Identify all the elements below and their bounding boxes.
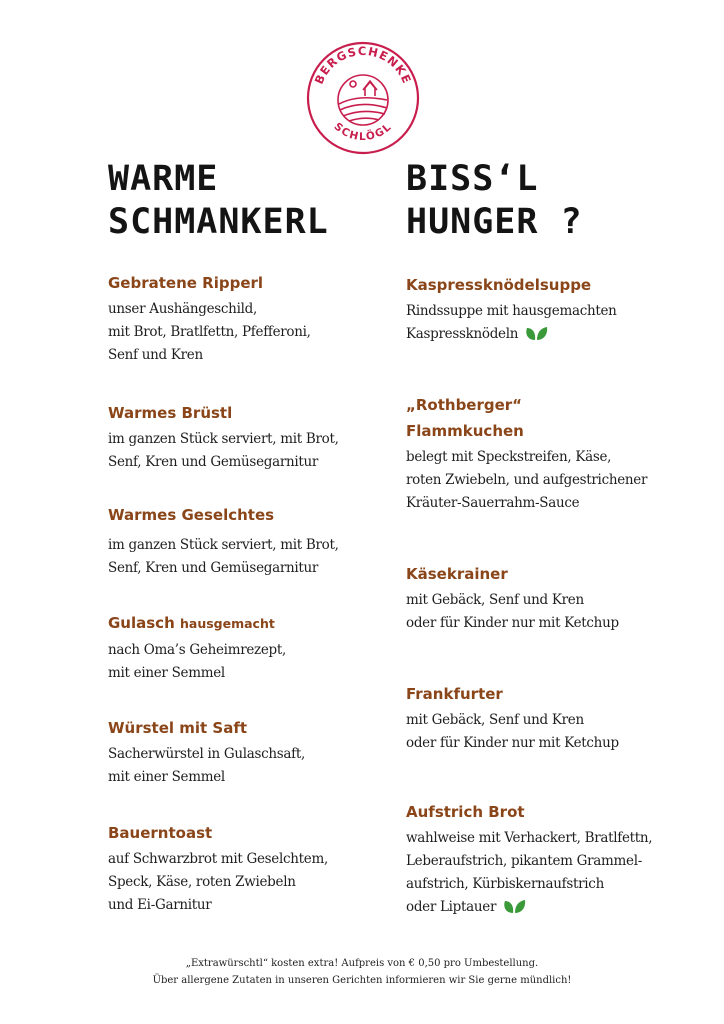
desc-line: roten Zwiebeln, und aufgestrichener (406, 472, 648, 488)
menu-item-description (108, 298, 408, 367)
desc-line: mit Gebäck, Senf und Kren (406, 712, 584, 728)
desc-line: oder für Kinder nur mit Ketchup (406, 735, 619, 751)
desc-line: Kaspressknödeln (406, 326, 519, 342)
menu-item-title: Gebratene Ripperl (108, 274, 264, 292)
desc-line-with-icon (406, 896, 706, 919)
menu-item (406, 394, 706, 515)
desc-line: im ganzen Stück serviert, mit Brot, (108, 537, 339, 553)
menu-item (406, 563, 706, 635)
desc-line: auf Schwarzbrot mit Geselchtem, (108, 851, 328, 867)
desc-line: Senf und Kren (108, 347, 203, 363)
footer-line: Über allergene Zutaten in unseren Gerichten informieren wir Sie gerne mündlich! (152, 975, 572, 986)
heading-bissl-hunger (406, 158, 583, 244)
desc-line: unser Aushängeschild, (108, 301, 257, 317)
menu-item-description (406, 300, 706, 346)
svg-text:BERGSCHENKE (312, 44, 415, 86)
desc-line: oder Liptauer (406, 899, 497, 915)
footer-notes (0, 955, 724, 989)
menu-item-title: Bauerntoast (108, 824, 213, 842)
desc-line: mit einer Semmel (108, 665, 225, 681)
menu-item (108, 822, 408, 917)
desc-line: Leberaufstrich, pikantem Grammel- (406, 853, 642, 869)
heading-warme-schmankerl (108, 158, 329, 244)
menu-item-title-main: Gulasch (108, 614, 175, 632)
menu-item (108, 612, 408, 685)
leaf-icon (524, 324, 548, 342)
menu-item (108, 272, 408, 367)
desc-line: im ganzen Stück serviert, mit Brot, (108, 431, 339, 447)
menu-item (108, 504, 408, 580)
menu-item-title-line-2: Flammkuchen (406, 422, 524, 440)
desc-line: Senf, Kren und Gemüsegarnitur (108, 454, 319, 470)
desc-line-with-icon (406, 323, 706, 346)
heading-right-line-2: HUNGER ? (406, 202, 583, 242)
menu-item-title: Warmes Brüstl (108, 404, 233, 422)
menu-item (406, 801, 706, 919)
menu-item-description (108, 848, 408, 917)
menu-item-title: Käsekrainer (406, 565, 508, 583)
footer-line: „Extrawürschtl“ kosten extra! Aufpreis von € 0,50 pro Umbestellung. (185, 958, 539, 969)
desc-line: Sacherwürstel in Gulaschsaft, (108, 746, 305, 762)
menu-item (108, 717, 408, 789)
menu-item-description (406, 709, 706, 755)
menu-item-title: Kaspressknödelsuppe (406, 276, 592, 294)
menu-item (406, 683, 706, 755)
menu-item (108, 402, 408, 474)
logo (303, 38, 423, 158)
menu-item-description (108, 534, 408, 580)
logo-bottom-text: SCHLÖGL (331, 120, 395, 144)
desc-line: wahlweise mit Verhackert, Bratlfettn, (406, 830, 653, 846)
menu-item-title-suffix: hausgemacht (180, 616, 275, 631)
desc-line: und Ei-Garnitur (108, 897, 212, 913)
desc-line: Speck, Käse, roten Zwiebeln (108, 874, 296, 890)
desc-line: belegt mit Speckstreifen, Käse, (406, 449, 612, 465)
desc-line: oder für Kinder nur mit Ketchup (406, 615, 619, 631)
menu-item-description (406, 827, 706, 919)
logo-landscape (338, 75, 388, 125)
desc-line: Rindssuppe mit hausgemachten (406, 303, 617, 319)
desc-line: mit Gebäck, Senf und Kren (406, 592, 584, 608)
desc-line: mit einer Semmel (108, 769, 225, 785)
menu-item-title: Frankfurter (406, 685, 503, 703)
menu-item-description (406, 446, 706, 515)
menu-item-description (108, 639, 408, 685)
menu-item-title: Würstel mit Saft (108, 719, 248, 737)
desc-line: nach Oma’s Geheimrezept, (108, 642, 286, 658)
desc-line: aufstrich, Kürbiskernaufstrich (406, 876, 604, 892)
menu-item-description (108, 743, 408, 789)
menu-item-title: Warmes Geselchtes (108, 506, 275, 524)
menu-item-title: „Rothberger“ (406, 396, 523, 414)
heading-left-line-1: WARME (108, 159, 219, 199)
menu-item-title (108, 612, 408, 635)
heading-left-line-2: SCHMANKERL (108, 202, 329, 242)
leaf-icon (502, 897, 526, 915)
desc-line: Senf, Kren und Gemüsegarnitur (108, 560, 319, 576)
svg-text:SCHLÖGL (332, 121, 395, 144)
heading-right-line-1: BISS‘L (406, 159, 539, 199)
desc-line: mit Brot, Bratlfettn, Pfefferoni, (108, 324, 311, 340)
menu-item (406, 274, 706, 346)
menu-item-title: Aufstrich Brot (406, 803, 525, 821)
desc-line: Kräuter-Sauerrahm-Sauce (406, 495, 580, 511)
logo-top-text: BERGSCHENKE (311, 43, 415, 87)
menu-item-description (108, 428, 408, 474)
menu-item-description (406, 589, 706, 635)
